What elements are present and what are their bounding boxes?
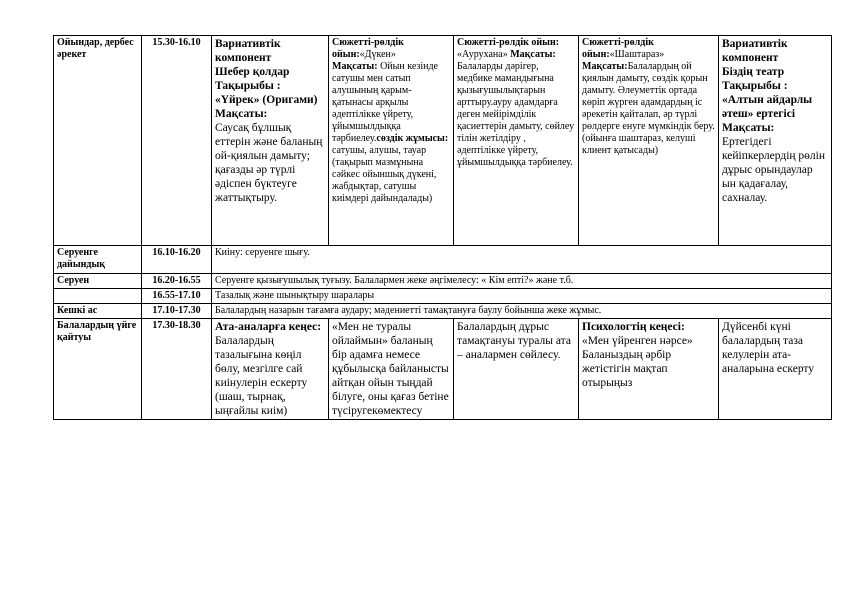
- activity-text: Балаларды дәрігер, медбике мамандығына қызығушылықтарын арттыру.ауру адамдарға деген мейірімділік қасиеттерін дамыту, сөйлеу тілін жетілдіру , әдептілікке үйрету, ұйымшылдыққа тәрбиелеу.: [457, 61, 575, 168]
- daily-schedule-table: [53, 35, 832, 420]
- activity-heading: Мақсаты:: [582, 61, 628, 72]
- regime-cell: Ойындар, дербес әрекет: [54, 36, 142, 246]
- activity-heading: Тақырыбы :: [722, 80, 788, 92]
- activity-cell: [719, 36, 832, 246]
- table-row: [54, 246, 832, 274]
- activity-text: Балалардың дұрыс тамақтануы туралы ата – аналармен сөйлесу.: [457, 321, 571, 361]
- time-cell: 17.30-18.30: [142, 319, 212, 420]
- activity-text: Саусақ бұлшық еттерін және баланың ой-қиялын дамыту; қағазды әр түрлі әдіспен бүктеуге жаттықтыру.: [215, 122, 323, 204]
- activity-heading: Тақырыбы :: [215, 80, 281, 92]
- regime-cell: [54, 289, 142, 304]
- table-row: [54, 36, 832, 246]
- table-row: [54, 289, 832, 304]
- activity-heading: Мақсаты:: [332, 61, 378, 72]
- activity-heading: Мақсаты:: [215, 108, 268, 120]
- activity-heading: Шебер қолдар: [215, 66, 290, 78]
- table-row: [54, 319, 832, 420]
- activity-heading: «Үйрек» (Оригами): [215, 94, 318, 106]
- activity-heading: Мақсаты:: [722, 122, 775, 134]
- time-cell: 16.20-16.55: [142, 274, 212, 289]
- activity-text: Балалардың тазалығына көңіл бөлу, мезгілге сай киінулерін ескерту (шаш, тырнақ, ыңғайлы киім): [215, 335, 308, 417]
- time-cell: 16.10-16.20: [142, 246, 212, 274]
- activity-cell: [212, 319, 329, 420]
- activity-heading: Психологтің кеңесі:: [582, 321, 685, 333]
- activity-cell: [212, 36, 329, 246]
- activity-text: Ойын кезінде сатушы мен сатып алушының қарым-қатынасы арқылы әдептілікке үйрету, ұйымшылдыққа тәрбиелеу.: [332, 61, 438, 144]
- regime-cell: Серуен: [54, 274, 142, 289]
- activity-heading: Сюжетті-рөлдік ойын:: [582, 37, 654, 60]
- activity-text: сатушы, алушы, тауар (тақырып мазмұнына сәйкес ойыншық дүкені, жабдықтар, сатушы киімдері дайындалады): [332, 145, 437, 204]
- activity-heading: «Алтын айдарлы әтеш» ертегісі: [722, 94, 813, 120]
- activity-heading: Вариативтік компонент: [722, 38, 788, 64]
- activity-text: «Аурухана»: [457, 49, 508, 60]
- activity-cell: [329, 36, 454, 246]
- time-cell: 15.30-16.10: [142, 36, 212, 246]
- activity-cell: [719, 319, 832, 420]
- regime-cell: Кешкі ас: [54, 304, 142, 319]
- activity-heading: Мақсаты:: [510, 49, 556, 60]
- activity-cell: [579, 319, 719, 420]
- activity-cell: Киіну: серуенге шығу.: [212, 246, 832, 274]
- activity-text: «Мен үйренген нәрсе» Баланыздың әрбір жетістігін мақтап отырыңыз: [582, 335, 693, 389]
- activity-heading: Сюжетті-рөлдік ойын:: [457, 37, 560, 48]
- activity-cell: Тазалық және шынықтыру шаралары: [212, 289, 832, 304]
- activity-heading: Сюжетті-рөлдік ойын:: [332, 37, 404, 60]
- activity-text: «Мен не туралы ойлаймын» баланың бір адамға немесе құбылысқа байланысты айтқан ойын тыңдай білуге, оны қағаз бетіне түсіругекөмектесу: [332, 321, 449, 417]
- activity-heading: Ата-аналарға кеңес:: [215, 321, 322, 333]
- activity-heading: сөздік жұмысы:: [376, 133, 449, 144]
- table-row: [54, 304, 832, 319]
- activity-text: Дүйсенбі күні балалардың таза келулерін ата-аналарына ескерту: [722, 321, 815, 375]
- activity-cell: [579, 36, 719, 246]
- regime-cell: Серуенге дайындық: [54, 246, 142, 274]
- activity-heading: Вариативтік компонент: [215, 38, 281, 64]
- time-cell: 17.10-17.30: [142, 304, 212, 319]
- activity-text: «Дүкен»: [359, 49, 396, 60]
- activity-cell: Балалардың назарын тағамға аудару; мәдениетті тамақтануға баулу бойынша жеке жұмыс.: [212, 304, 832, 319]
- activity-text: Балалардың ой қиялын дамыту, сөздік қорын дамыту. Әлеуметтік ортада көріп жүрген адамдардың іс әрекетін қайталап, әр түрлі рөлдерге енуге мүмкіндік беру. (ойынға шаштараз, келуші клиент қатысады): [582, 61, 715, 156]
- activity-cell: [454, 36, 579, 246]
- activity-text: Ертегідегі кейіпкерлердің рөлін дұрыс орындаулар ын қадағалау, сахналау.: [722, 136, 826, 204]
- regime-cell: Балалардың үйге қайтуы: [54, 319, 142, 420]
- activity-text: «Шаштараз»: [609, 49, 665, 60]
- table-row: [54, 274, 832, 289]
- activity-cell: [329, 319, 454, 420]
- time-cell: 16.55-17.10: [142, 289, 212, 304]
- activity-cell: [454, 319, 579, 420]
- activity-cell: Серуенге қызығушылық туғызу. Балалармен жеке әңгімелесу: « Кім епті?» және т.б.: [212, 274, 832, 289]
- activity-heading: Біздің театр: [722, 66, 785, 78]
